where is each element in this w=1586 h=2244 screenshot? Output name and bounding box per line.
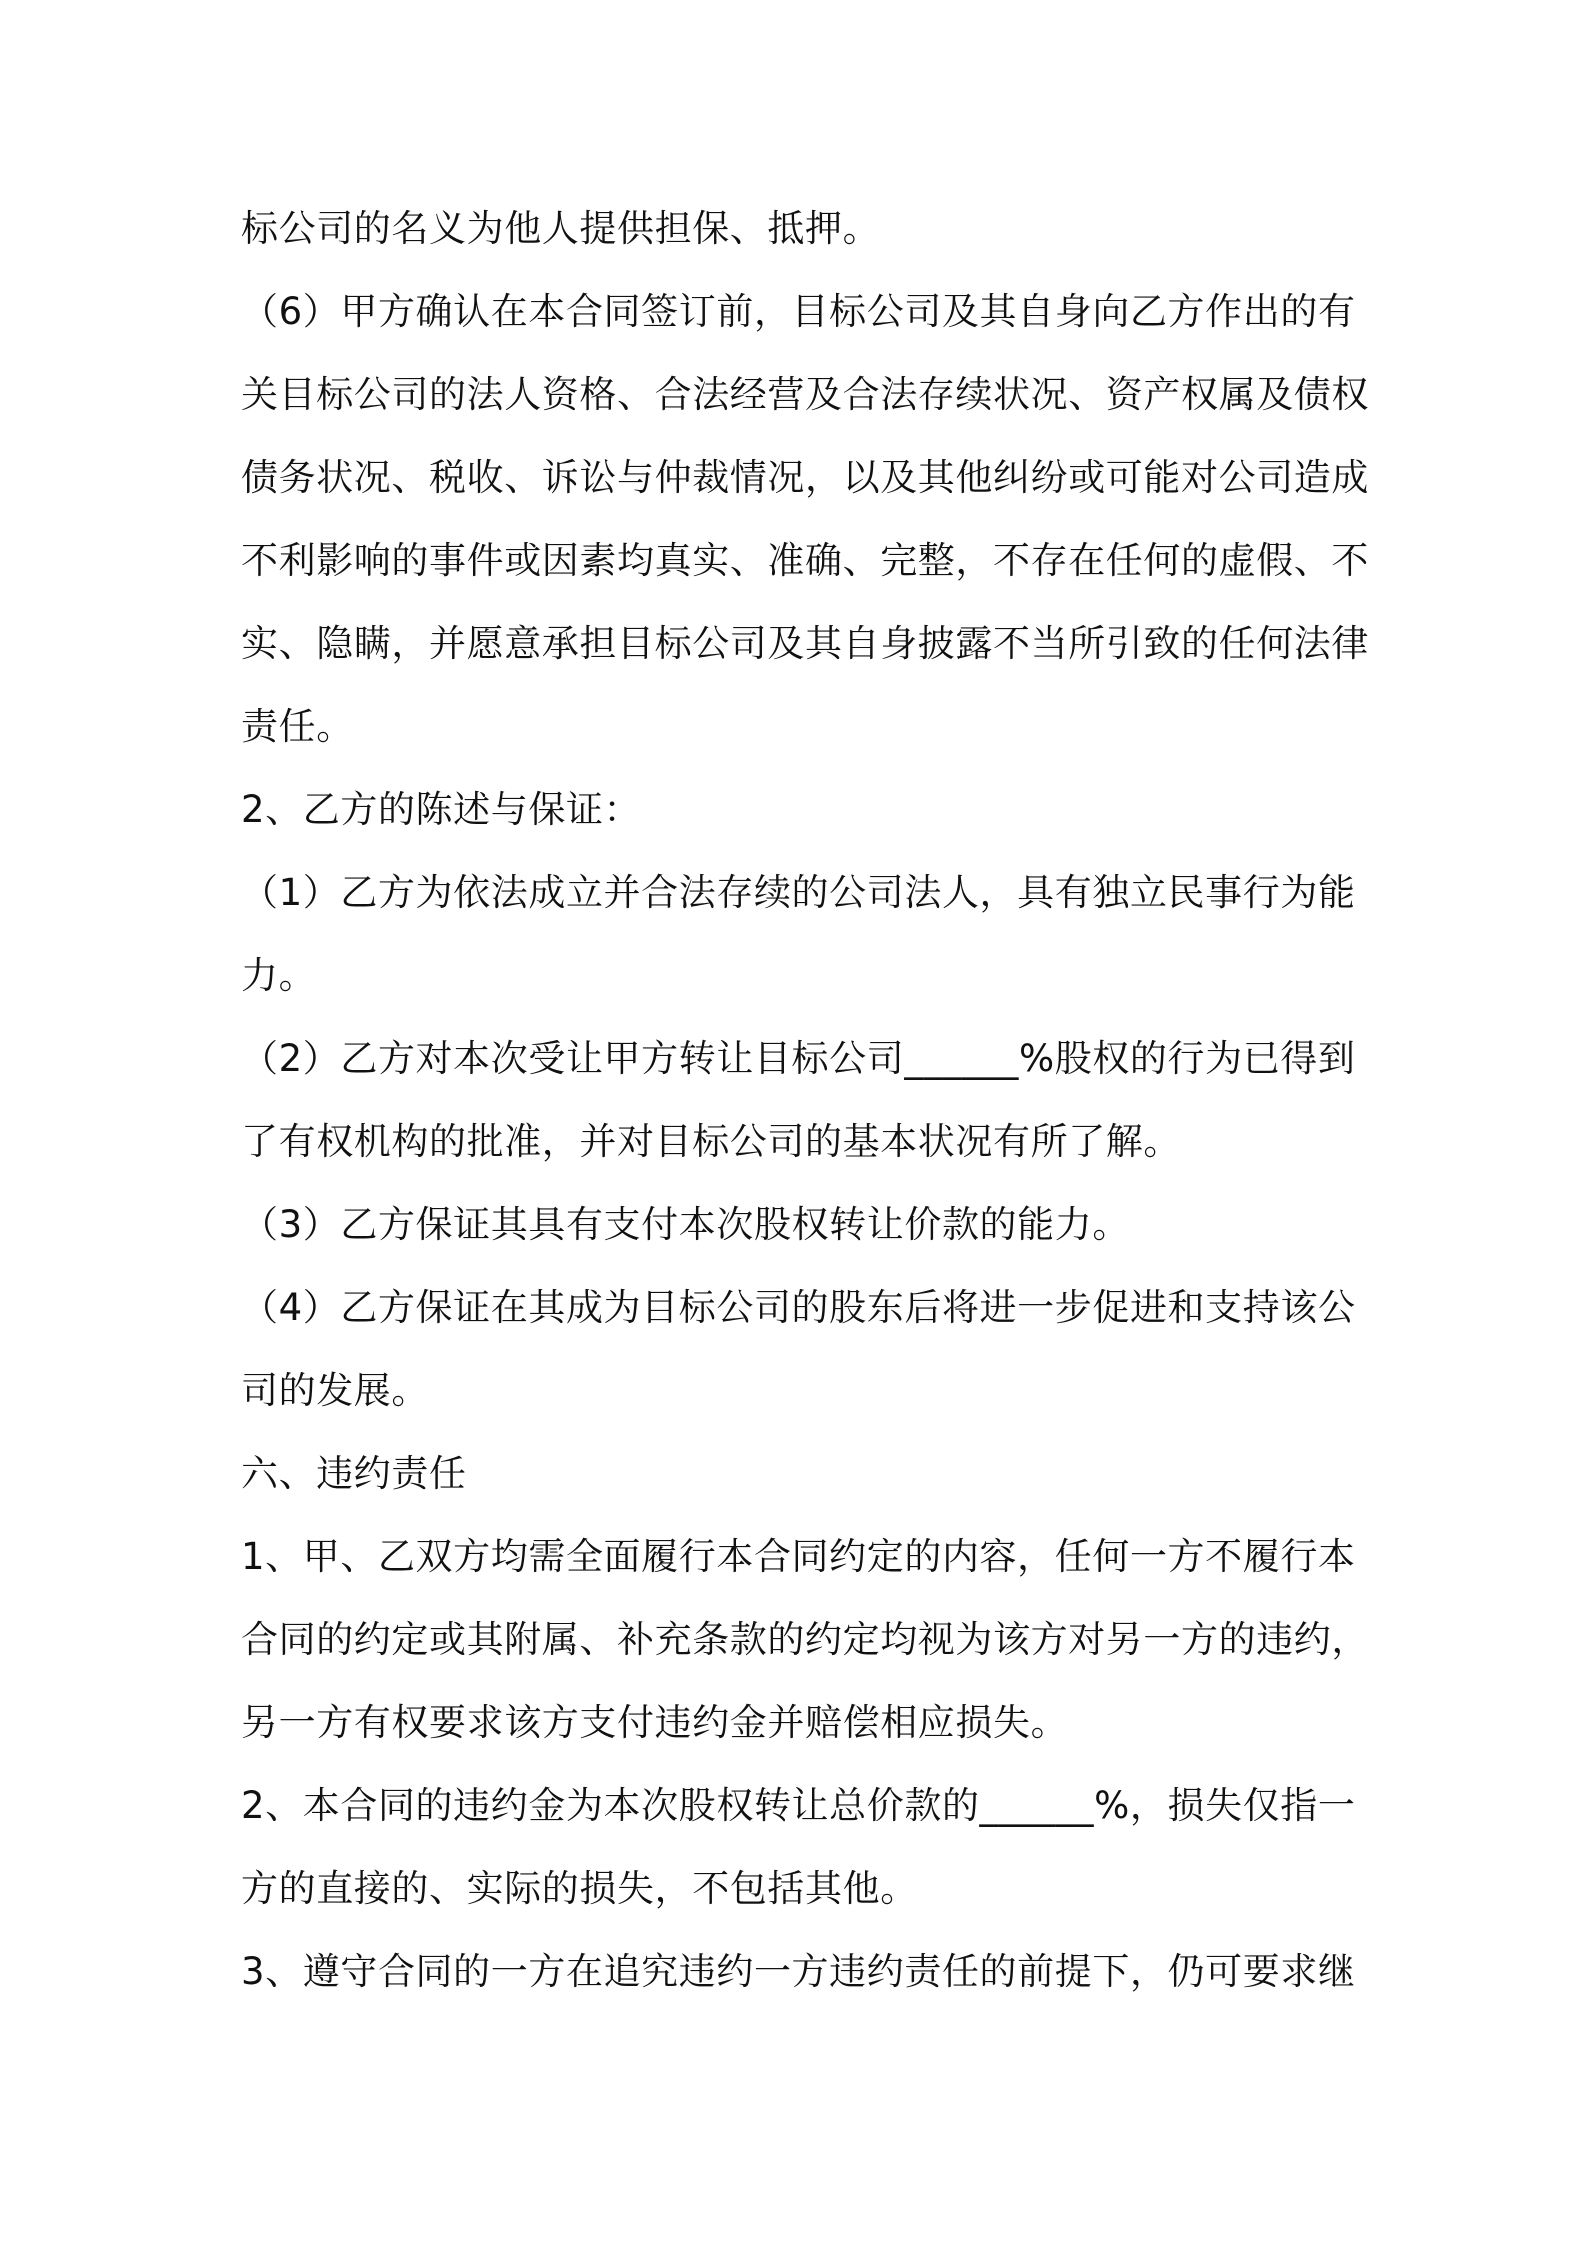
text-line: 了有权机构的批准，并对目标公司的基本状况有所了解。 — [241, 1120, 1181, 1163]
text-line: 标公司的名义为他人提供担保、抵押。 — [241, 207, 881, 250]
text-line: 1、甲、乙双方均需全面履行本合同约定的内容，任何一方不履行本 — [241, 1535, 1356, 1578]
text-line: 关目标公司的法人资格、合法经营及合法存续状况、资产权属及债权 — [241, 373, 1369, 416]
text-line: 方的直接的、实际的损失，不包括其他。 — [241, 1867, 918, 1910]
section-heading: 2、乙方的陈述与保证： — [241, 788, 642, 831]
text-line: 实、隐瞒，并愿意承担目标公司及其自身披露不当所引致的任何法律 — [241, 622, 1369, 665]
text-line: （6）甲方确认在本合同签订前，目标公司及其自身向乙方作出的有 — [241, 290, 1356, 333]
text-line: 另一方有权要求该方支付违约金并赔偿相应损失。 — [241, 1701, 1069, 1744]
text-line: 债务状况、税收、诉讼与仲裁情况，以及其他纠纷或可能对公司造成 — [241, 456, 1369, 499]
text-line: 合同的约定或其附属、补充条款的约定均视为该方对另一方的违约， — [241, 1618, 1369, 1661]
text-line: （2）乙方对本次受让甲方转让目标公司______%股权的行为已得到 — [241, 1037, 1356, 1080]
text-line: 2、本合同的违约金为本次股权转让总价款的______%，损失仅指一 — [241, 1784, 1356, 1827]
text-line: （1）乙方为依法成立并合法存续的公司法人，具有独立民事行为能 — [241, 871, 1356, 914]
section-heading: 六、违约责任 — [241, 1452, 467, 1495]
text-line: 责任。 — [241, 705, 354, 748]
text-line: （3）乙方保证其具有支付本次股权转让价款的能力。 — [241, 1203, 1130, 1246]
text-line: （4）乙方保证在其成为目标公司的股东后将进一步促进和支持该公 — [241, 1286, 1356, 1329]
text-line: 力。 — [241, 954, 317, 997]
text-line: 司的发展。 — [241, 1369, 429, 1412]
text-line: 不利影响的事件或因素均真实、准确、完整，不存在任何的虚假、不 — [241, 539, 1369, 582]
text-line: 3、遵守合同的一方在追究违约一方违约责任的前提下，仍可要求继 — [241, 1950, 1356, 1993]
